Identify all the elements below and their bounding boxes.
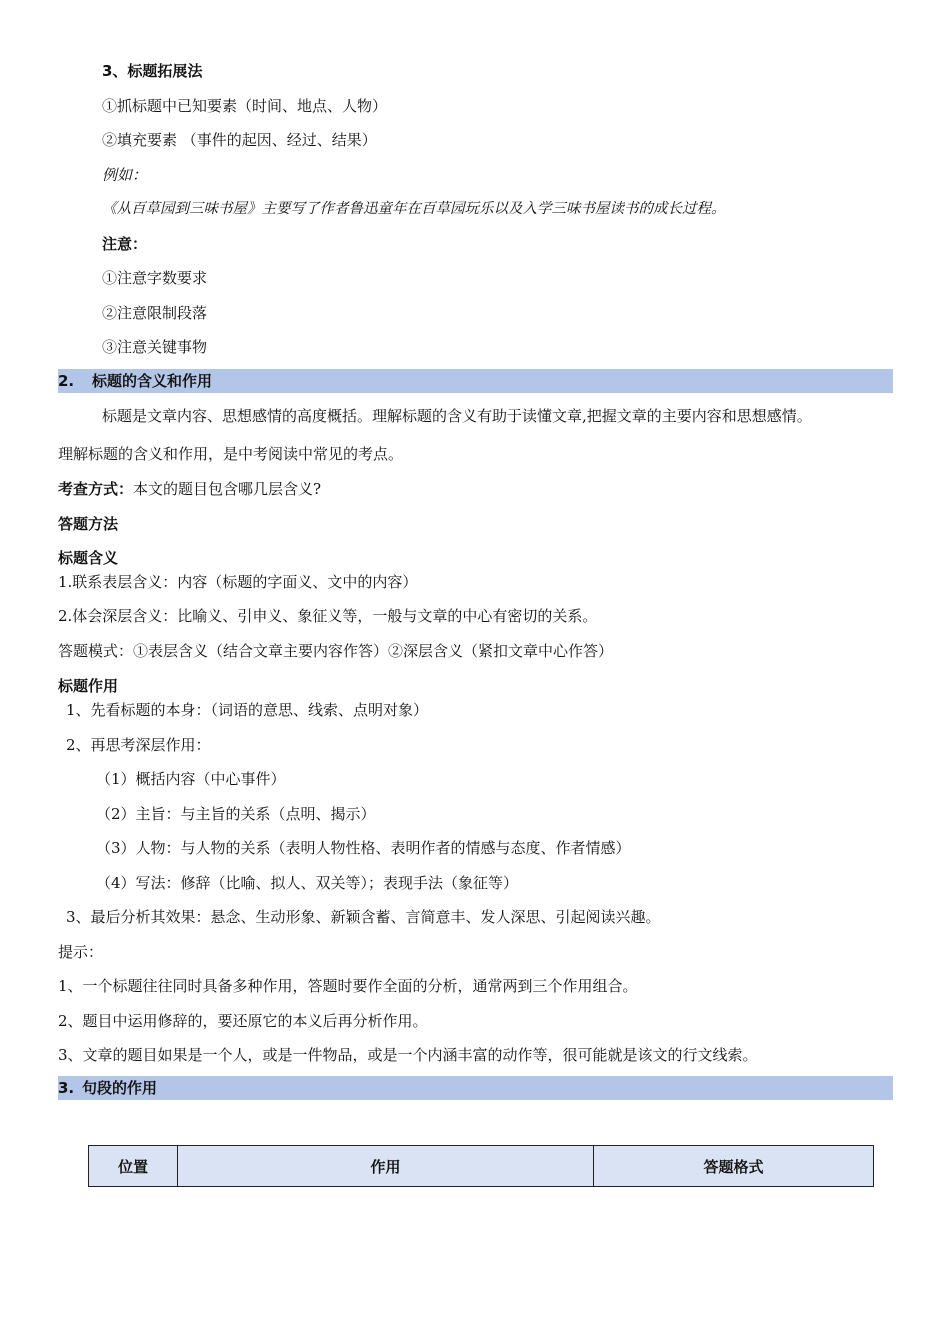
exam-method: [58, 479, 321, 499]
function-step: 3、最后分析其效果：悬念、生动形象、新颖含蓄、言简意丰、发人深思、引起阅读兴趣。: [66, 908, 661, 926]
section-heading-bar: [58, 1076, 893, 1100]
example-text: 《从百草园到三味书屋》主要写了作者鲁迅童年在百草园玩乐以及入学三味书屋读书的成长过程。: [102, 201, 726, 217]
table-header-cell: 位置: [89, 1146, 178, 1187]
section-number: 2.: [58, 372, 75, 390]
table-header-cell: 答题格式: [594, 1146, 874, 1187]
note-item: ③注意关键事物: [102, 338, 208, 356]
tip-item: 1、一个标题往往同时具备多种作用，答题时要作全面的分析，通常两到三个作用组合。: [58, 977, 638, 995]
meaning-heading: 标题含义: [58, 549, 119, 567]
function-subitem: （4）写法：修辞（比喻、拟人、双关等）；表现手法（象征等）: [96, 874, 519, 892]
function-step: 2、再思考深层作用：: [66, 736, 211, 754]
intro-paragraph: 标题是文章内容、思想感情的高度概括。理解标题的含义有助于读懂文章,把握文章的主要内容和思想感情。: [102, 407, 812, 425]
note-item: ②注意限制段落: [102, 304, 208, 322]
function-subitem: （3）人物：与人物的关系（表明人物性格、表明作者的情感与态度、作者情感）: [96, 839, 631, 857]
intro-paragraph-cont: 理解标题的含义和作用，是中考阅读中常见的考点。: [58, 445, 404, 463]
meaning-item: 1.联系表层含义：内容（标题的字面义、文中的内容）: [58, 573, 418, 591]
tips-label: 提示：: [58, 943, 104, 961]
section-title: 句段的作用: [82, 1079, 158, 1097]
function-subitem: （2）主旨：与主旨的关系（点明、揭示）: [96, 805, 376, 823]
example-label: 例如：: [102, 166, 148, 184]
function-subitem: （1）概括内容（中心事件）: [96, 770, 286, 788]
function-step: 1、先看标题的本身：（词语的意思、线索、点明对象）: [66, 701, 429, 719]
subsection-heading: 3、标题拓展法: [102, 62, 203, 80]
tip-item: 3、文章的题目如果是一个人，或是一件物品，或是一个内涵丰富的动作等，很可能就是该文的行文线索。: [58, 1046, 758, 1064]
notes-heading: 注意：: [102, 235, 148, 253]
step-item: ②填充要素 （事件的起因、经过、结果）: [102, 131, 377, 149]
method-heading: 答题方法: [58, 515, 119, 533]
meaning-item: 2.体会深层含义：比喻义、引申义、象征义等，一般与文章的中心有密切的关系。: [58, 607, 598, 625]
answer-mode: 答题模式：①表层含义（结合文章主要内容作答）②深层含义（紧扣文章中心作答）: [58, 642, 614, 660]
function-heading: 标题作用: [58, 677, 119, 695]
section-heading-bar: [58, 369, 893, 393]
position-function-table: [88, 1145, 874, 1187]
table-header-row: [89, 1146, 874, 1187]
section-title: 标题的含义和作用: [92, 372, 213, 390]
step-item: ①抓标题中已知要素（时间、地点、人物）: [102, 97, 388, 115]
note-item: ①注意字数要求: [102, 269, 208, 287]
section-number: 3.: [58, 1079, 75, 1097]
tip-item: 2、题目中运用修辞的，要还原它的本义后再分析作用。: [58, 1012, 428, 1030]
exam-text: 本文的题目包含哪几层含义?: [133, 480, 322, 498]
table-header-cell: 作用: [178, 1146, 594, 1187]
exam-label: 考查方式：: [58, 480, 134, 498]
